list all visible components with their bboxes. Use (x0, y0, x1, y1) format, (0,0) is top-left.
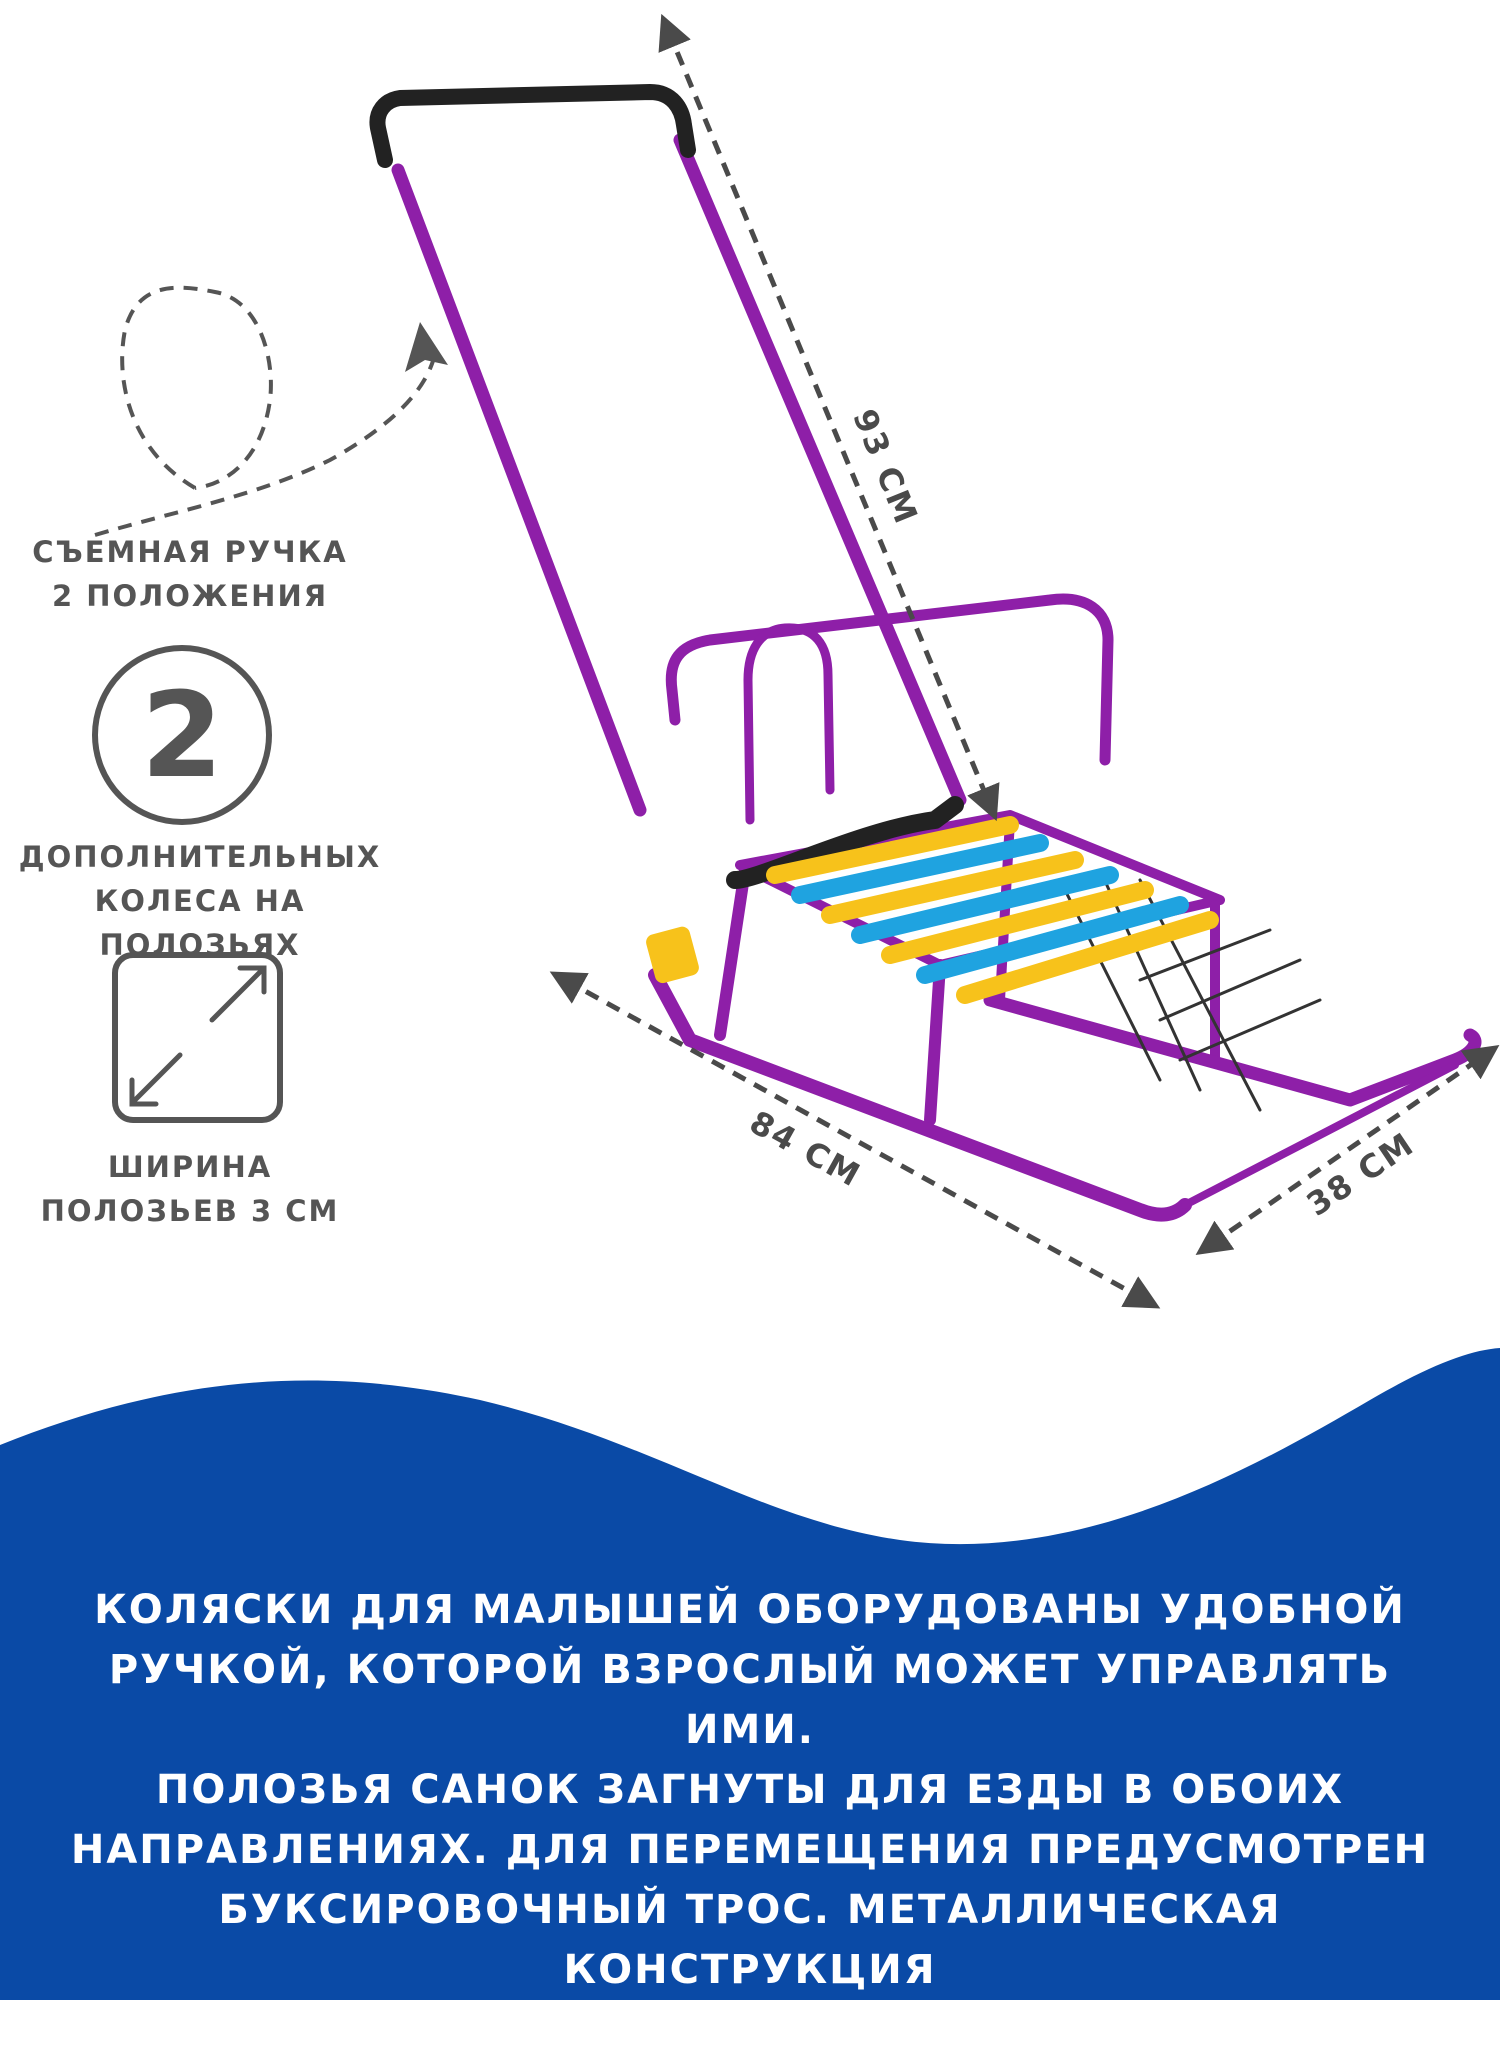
runners-feature-label (30, 1145, 350, 1233)
description-line: НАПРАВЛЕНИЯХ. ДЛЯ ПЕРЕМЕЩЕНИЯ ПРЕДУСМОТРЕН (70, 1827, 1430, 1873)
runners-feature-line1: ШИРИНА (107, 1150, 273, 1184)
wheels-feature-line2: КОЛЕСА НА ПОЛОЗЬЯХ (94, 884, 306, 962)
description-line: ПОЛОЗЬЯ САНОК ЗАГНУТЫ ДЛЯ ЕЗДЫ В ОБОИХ (155, 1767, 1345, 1813)
badge-number: 2 (140, 666, 224, 804)
handle-feature-line2: 2 ПОЛОЖЕНИЯ (51, 579, 329, 613)
description-line: САНОК ОЧЕНЬ НАДЕЖНАЯ (421, 2007, 1079, 2053)
handle-feature-line1: СЪЕМНАЯ РУЧКА (32, 535, 348, 569)
width-dimension-label: 38 СМ (1299, 1124, 1422, 1224)
description-line: РУЧКОЙ, КОТОРОЙ ВЗРОСЛЫЙ МОЖЕТ УПРАВЛЯТЬ ИМИ. (108, 1647, 1392, 1753)
length-dimension-label: 84 СМ (743, 1103, 868, 1195)
wheels-feature-line1: ДОПОЛНИТЕЛЬНЫХ (18, 840, 382, 874)
height-dimension-label: 93 СМ (845, 403, 926, 531)
description-line: БУКСИРОВОЧНЫЙ ТРОС. МЕТАЛЛИЧЕСКАЯ КОНСТРУКЦИЯ (218, 1887, 1282, 1993)
description-text (40, 1580, 1460, 2060)
description-line: КОЛЯСКИ ДЛЯ МАЛЫШЕЙ ОБОРУДОВАНЫ УДОБНОЙ (94, 1587, 1406, 1633)
runners-feature-line2: ПОЛОЗЬЕВ 3 СМ (40, 1194, 340, 1228)
